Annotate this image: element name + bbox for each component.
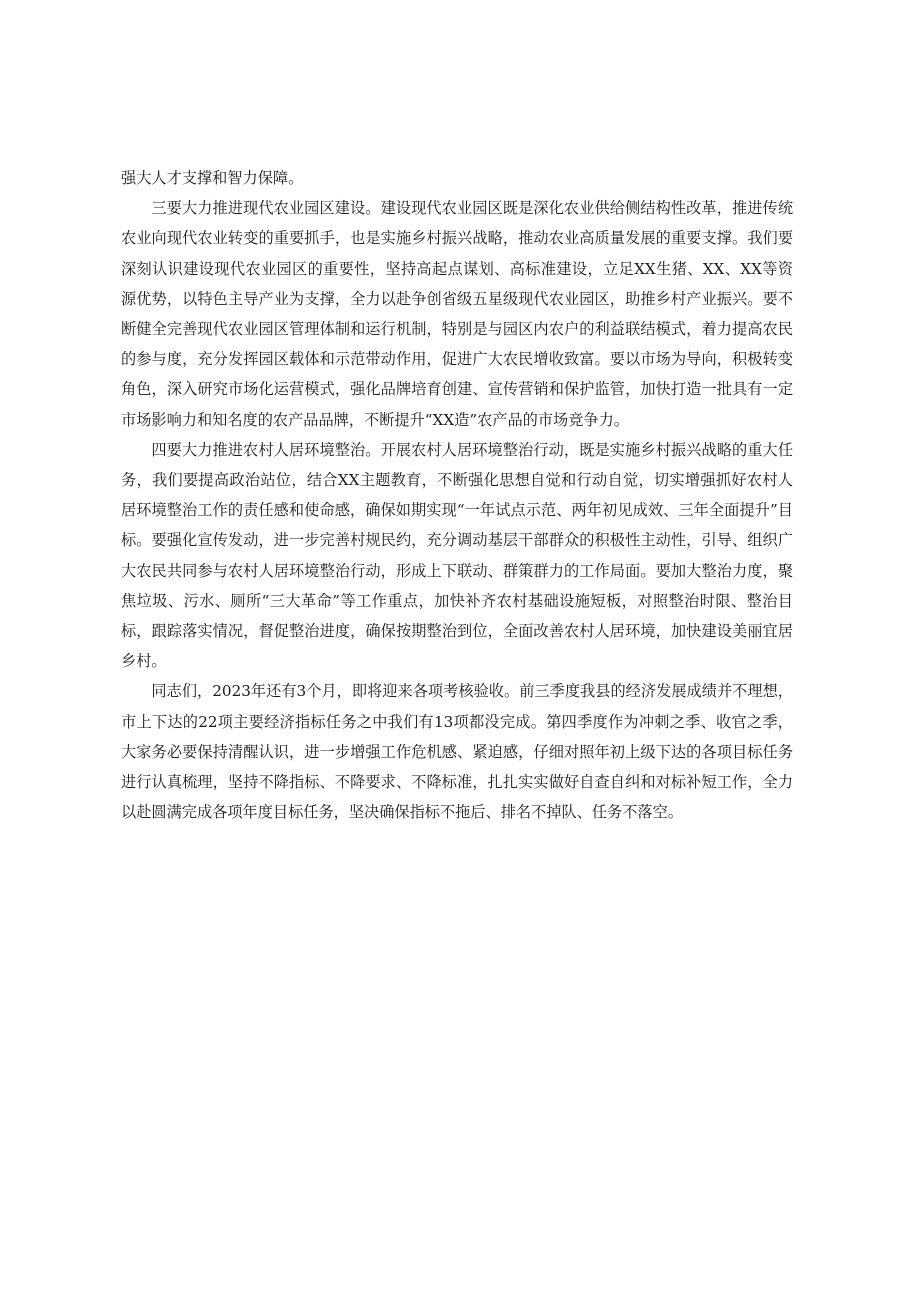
paragraph-closing-remarks: 同志们，2023年还有3个月，即将迎来各项考核验收。前三季度我县的经济发展成绩并不理想，市上下达的22项主要经济指标任务之中我们有13项都没完成。第四季度作为冲刺之季、收官之季，大家务必要保持清醒认识，进一步增强工作危机感、紧迫感，仔细对照年初上级下达的各项目标任务进行认真梳理，坚持不降指标、不降要求、不降标准，扎扎实实做好自查自纠和对标补短工作，全力以赴圆满完成各项年度目标任务，坚决确保指标不拖后、排名不掉队、任务不落空。 xyxy=(121,682,793,822)
paragraph-rural-environment: 四要大力推进农村人居环境整治。开展农村人居环境整治行动，既是实施乡村振兴战略的重大任务，我们要提高政治站位，结合XX主题教育，不断强化思想自觉和行动自觉，切实增强抓好农村人居环境整治工作的责任感和使命感，确保如期实现“一年试点示范、两年初见成效、三年全面提升”目标。要强化宣传发动，进一步完善村规民约，充分调动基层干部群众的积极性主动性，引导、组织广大农民共同参与农村人居环境整治行动，形成上下联动、群策群力的工作局面。要加大整治力度，聚焦垃圾、污水、厕所“三大革命”等工作重点，加快补齐农村基础设施短板，对照整治时限、整治目标，跟踪落实情况，督促整治进度，确保按期整治到位，全面改善农村人居环境，加快建设美丽宜居乡村。 xyxy=(121,440,793,671)
paragraph-continuation: 强大人才支撑和智力保障。 xyxy=(121,169,304,187)
document-body xyxy=(121,163,793,827)
paragraph-agricultural-park: 三要大力推进现代农业园区建设。建设现代农业园区既是深化农业供给侧结构性改革，推进传统农业向现代农业转变的重要抓手，也是实施乡村振兴战略，推动农业高质量发展的重要支撑。我们要深刻认识建设现代农业园区的重要性，坚持高起点谋划、高标准建设，立足XX生猪、XX、XX等资源优势，以特色主导产业为支撑，全力以赴争创省级五星级现代农业园区，助推乡村产业振兴。要不断健全完善现代农业园区管理体制和运行机制，特别是与园区内农户的利益联结模式，着力提高农民的参与度，充分发挥园区载体和示范带动作用，促进广大农民增收致富。要以市场为导向，积极转变角色，深入研究市场化运营模式，强化品牌培育创建、宣传营销和保护监管，加快打造一批具有一定市场影响力和知名度的农产品品牌，不断提升“XX造”农产品的市场竞争力。 xyxy=(121,199,793,429)
